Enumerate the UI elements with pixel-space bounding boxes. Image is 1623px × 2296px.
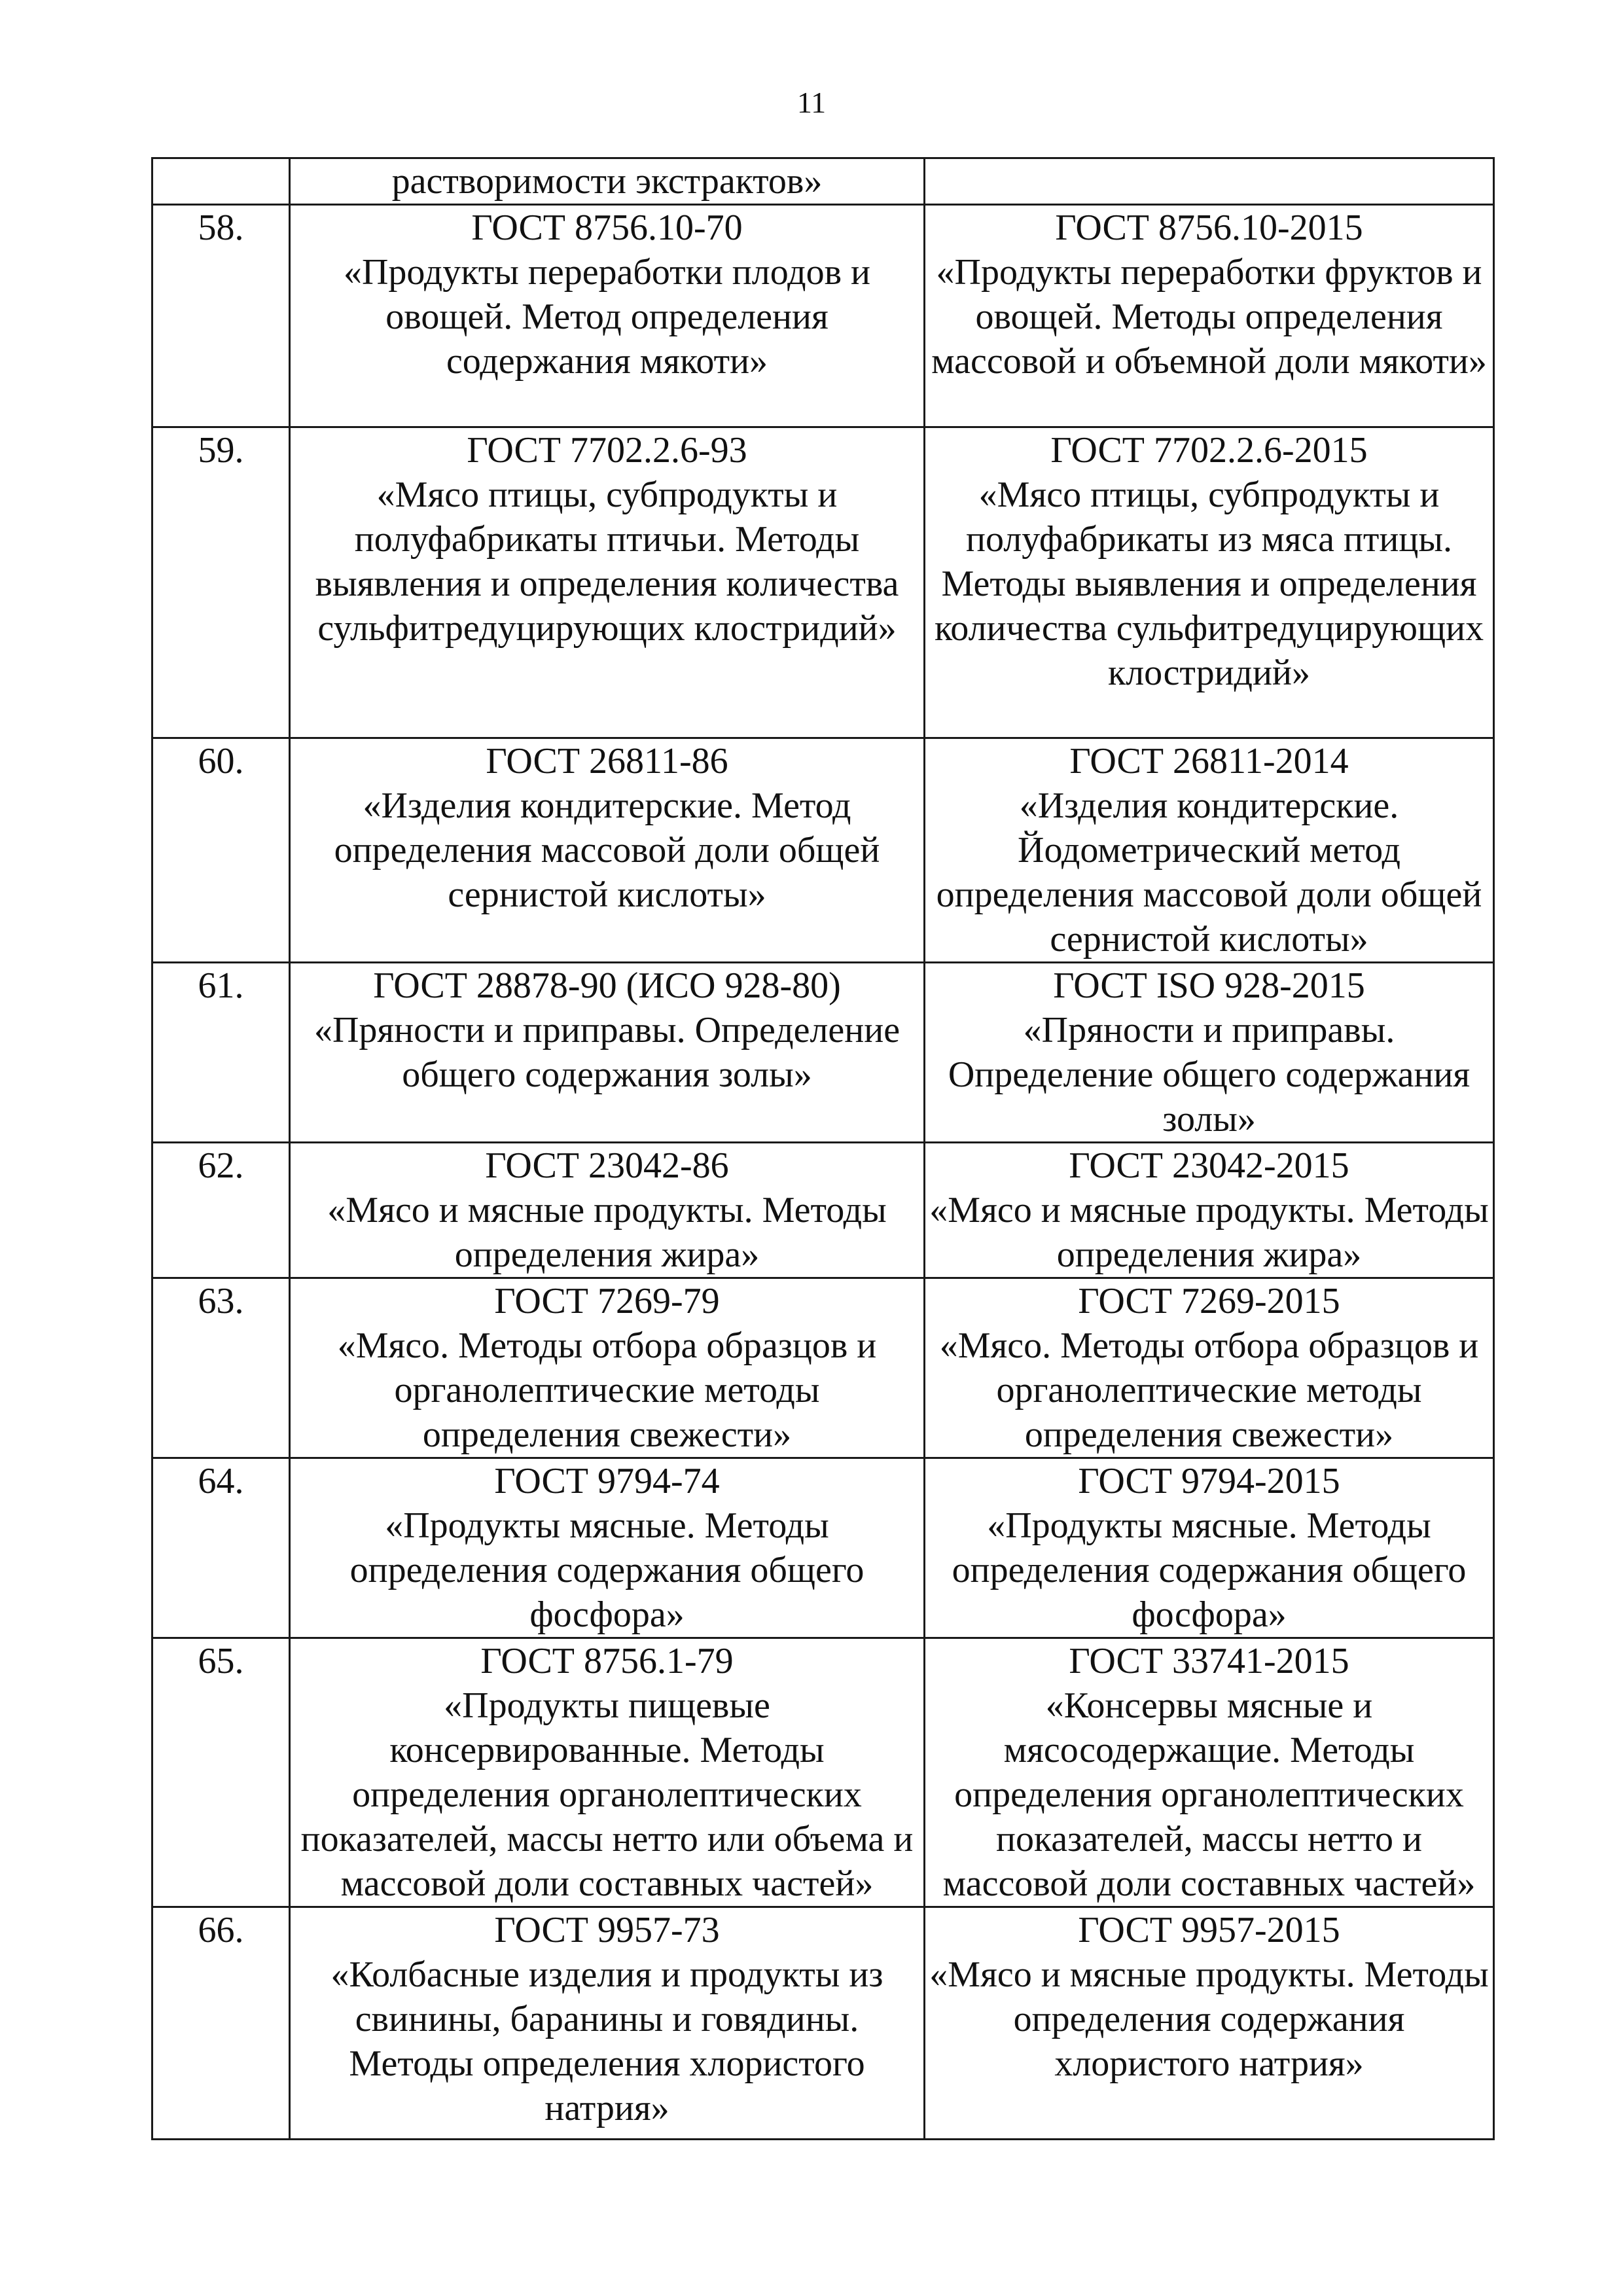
table-row <box>152 1907 1494 2140</box>
old-standard-title: растворимости экстрактов» <box>391 161 823 202</box>
old-standard-title: «Мясо и мясные продукты. Методы определения жира» <box>327 1190 887 1275</box>
table-row <box>152 1143 1494 1278</box>
new-standard-code: ГОСТ 23042-2015 <box>1069 1145 1349 1186</box>
row-number <box>152 158 290 205</box>
old-standard-cell <box>290 1907 925 2140</box>
old-standard-cell <box>290 1278 925 1458</box>
table-row <box>152 427 1494 738</box>
old-standard-code: ГОСТ 28878-90 (ИСО 928-80) <box>373 965 841 1006</box>
old-standard-title: «Мясо. Методы отбора образцов и органолептические методы определения свежести» <box>337 1325 877 1455</box>
old-standard-cell <box>290 1638 925 1907</box>
row-number: 59. <box>152 427 290 738</box>
new-standard-title: «Продукты мясные. Методы определения содержания общего фосфора» <box>952 1505 1467 1635</box>
new-standard-title: «Мясо. Методы отбора образцов и органолептические методы определения свежести» <box>939 1325 1479 1455</box>
old-standard-code: ГОСТ 8756.1-79 <box>480 1641 734 1681</box>
old-standard-cell <box>290 158 925 205</box>
new-standard-cell <box>925 427 1494 738</box>
new-standard-title: «Изделия кондитерские. Йодометрический метод определения массовой доли общей сернистой кислоты» <box>936 785 1482 960</box>
row-number: 62. <box>152 1143 290 1278</box>
new-standard-code: ГОСТ 9794-2015 <box>1078 1461 1340 1501</box>
old-standard-cell <box>290 1458 925 1638</box>
row-number: 63. <box>152 1278 290 1458</box>
table-row <box>152 1278 1494 1458</box>
row-number: 58. <box>152 205 290 427</box>
new-standard-cell <box>925 963 1494 1143</box>
new-standard-code: ГОСТ 9957-2015 <box>1078 1910 1340 1950</box>
table-row <box>152 158 1494 205</box>
new-standard-cell <box>925 1458 1494 1638</box>
new-standard-code: ГОСТ 33741-2015 <box>1069 1641 1349 1681</box>
table-row <box>152 963 1494 1143</box>
old-standard-title: «Мясо птицы, субпродукты и полуфабрикаты птичьи. Методы выявления и определения количества сульфитредуцирующих клостридий» <box>315 475 899 649</box>
table-row <box>152 1638 1494 1907</box>
new-standard-title: «Мясо птицы, субпродукты и полуфабрикаты из мяса птицы. Методы выявления и определения количества сульфитредуцирующих клостридий» <box>934 475 1484 693</box>
old-standard-code: ГОСТ 7269-79 <box>494 1281 720 1321</box>
new-standard-cell <box>925 1278 1494 1458</box>
new-standard-title: «Продукты переработки фруктов и овощей. Методы определения массовой и объемной доли мякоти» <box>931 252 1487 382</box>
new-standard-code: ГОСТ ISO 928-2015 <box>1053 965 1365 1006</box>
standards-replacement-table <box>151 157 1495 2140</box>
new-standard-cell <box>925 1638 1494 1907</box>
new-standard-code: ГОСТ 7702.2.6-2015 <box>1050 430 1368 471</box>
old-standard-code: ГОСТ 8756.10-70 <box>471 207 743 248</box>
row-number: 65. <box>152 1638 290 1907</box>
old-standard-title: «Продукты пищевые консервированные. Методы определения органолептических показателей, массы нетто или объема и массовой доли составных частей» <box>300 1685 914 1904</box>
row-number: 64. <box>152 1458 290 1638</box>
new-standard-cell <box>925 1143 1494 1278</box>
new-standard-cell <box>925 738 1494 963</box>
old-standard-code: ГОСТ 9794-74 <box>494 1461 720 1501</box>
new-standard-code: ГОСТ 7269-2015 <box>1078 1281 1340 1321</box>
old-standard-code: ГОСТ 7702.2.6-93 <box>467 430 747 471</box>
new-standard-code: ГОСТ 8756.10-2015 <box>1055 207 1363 248</box>
old-standard-title: «Колбасные изделия и продукты из свинины, баранины и говядины. Методы определения хлористого натрия» <box>330 1954 883 2128</box>
old-standard-cell <box>290 1143 925 1278</box>
new-standard-title: «Мясо и мясные продукты. Методы определения содержания хлористого натрия» <box>929 1954 1489 2084</box>
table-row <box>152 1458 1494 1638</box>
old-standard-title: «Пряности и приправы. Определение общего содержания золы» <box>313 1010 901 1095</box>
new-standard-cell <box>925 205 1494 427</box>
row-number: 61. <box>152 963 290 1143</box>
old-standard-title: «Продукты мясные. Методы определения содержания общего фосфора» <box>349 1505 865 1635</box>
row-number: 60. <box>152 738 290 963</box>
old-standard-cell <box>290 738 925 963</box>
new-standard-title: «Консервы мясные и мясосодержащие. Методы определения органолептических показателей, массы нетто и массовой доли составных частей» <box>942 1685 1476 1904</box>
old-standard-title: «Продукты переработки плодов и овощей. Метод определения содержания мякоти» <box>343 252 871 382</box>
old-standard-code: ГОСТ 26811-86 <box>486 741 728 781</box>
new-standard-code: ГОСТ 26811-2014 <box>1069 741 1349 781</box>
table-row <box>152 205 1494 427</box>
old-standard-code: ГОСТ 9957-73 <box>494 1910 720 1950</box>
row-number: 66. <box>152 1907 290 2140</box>
old-standard-code: ГОСТ 23042-86 <box>485 1145 729 1186</box>
new-standard-title: «Пряности и приправы. Определение общего содержания золы» <box>948 1010 1471 1139</box>
old-standard-title: «Изделия кондитерские. Метод определения массовой доли общей сернистой кислоты» <box>334 785 880 915</box>
new-standard-cell <box>925 1907 1494 2140</box>
old-standard-cell <box>290 427 925 738</box>
table-row <box>152 738 1494 963</box>
old-standard-cell <box>290 205 925 427</box>
old-standard-cell <box>290 963 925 1143</box>
new-standard-cell <box>925 158 1494 205</box>
page-number: 11 <box>796 86 827 119</box>
new-standard-title: «Мясо и мясные продукты. Методы определения жира» <box>929 1190 1489 1275</box>
